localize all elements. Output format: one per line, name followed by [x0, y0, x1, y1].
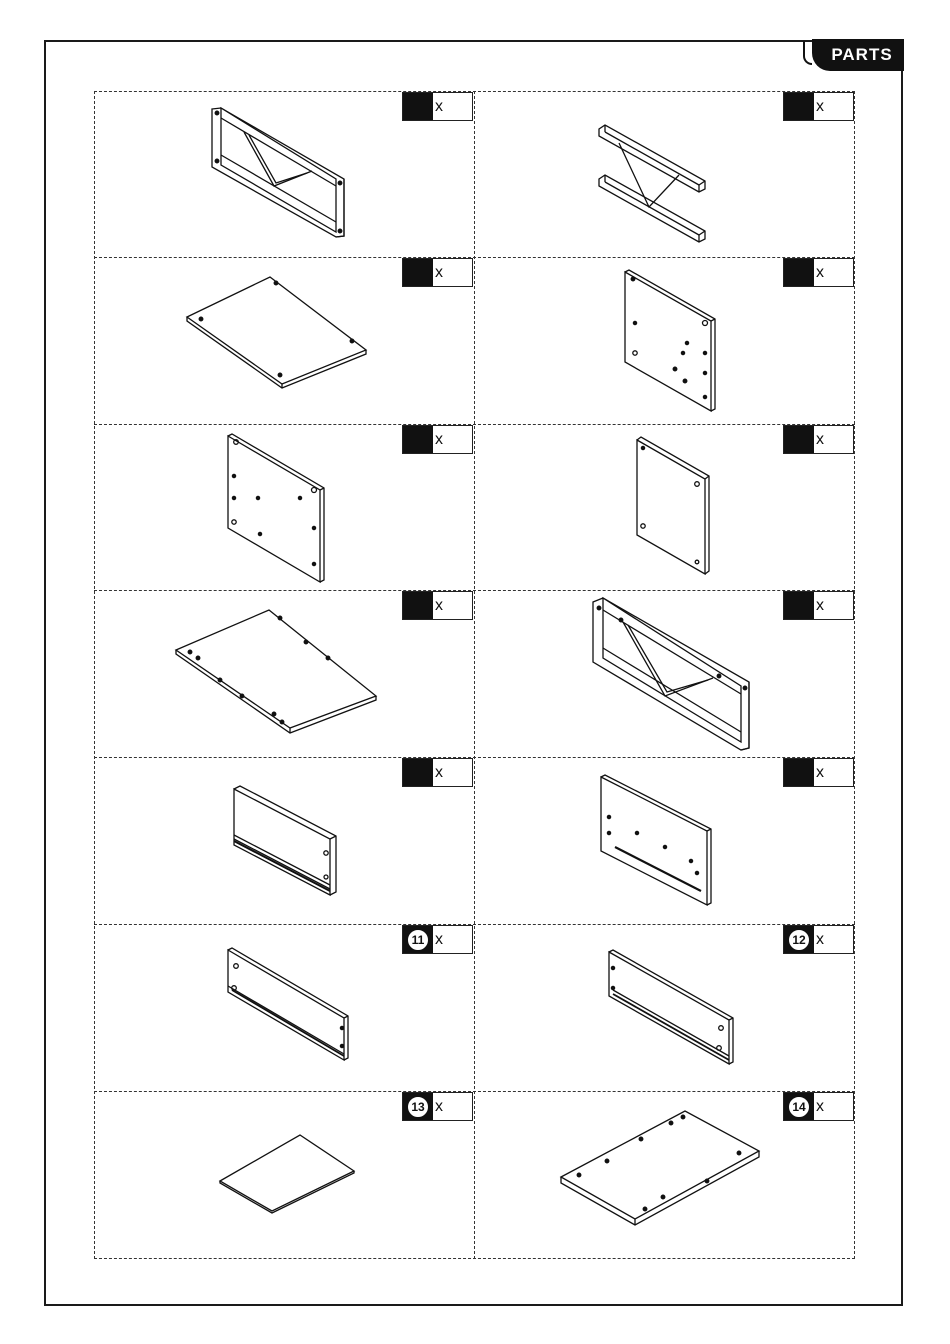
- part-number-box: [403, 592, 433, 619]
- part-number-box: [403, 426, 433, 453]
- quantity-symbol: x: [435, 1097, 443, 1115]
- quantity-symbol: x: [816, 1097, 824, 1115]
- part-cell: [94, 424, 474, 590]
- part-cell: [475, 1091, 855, 1257]
- part-cell: [475, 590, 855, 756]
- part-number: 12: [788, 929, 810, 951]
- quantity-symbol: x: [435, 97, 443, 115]
- part-cell: [94, 757, 474, 923]
- quantity-badge: [783, 591, 854, 620]
- quantity-symbol: x: [816, 263, 824, 281]
- part-cell: [475, 924, 855, 1090]
- quantity-symbol: x: [816, 596, 824, 614]
- part-number-box: [403, 1093, 433, 1120]
- quantity-badge: [402, 92, 473, 121]
- quantity-badge: [783, 758, 854, 787]
- quantity-badge: [783, 425, 854, 454]
- parts-tab-label: PARTS: [831, 45, 893, 64]
- part-number-box: [784, 1093, 814, 1120]
- part-number-box: [784, 93, 814, 120]
- part-cell: [94, 924, 474, 1090]
- part-cell: [94, 91, 474, 257]
- quantity-symbol: x: [816, 930, 824, 948]
- part-number-box: [784, 759, 814, 786]
- part-number-box: [403, 759, 433, 786]
- part-number-box: [784, 259, 814, 286]
- quantity-symbol: x: [816, 97, 824, 115]
- part-number-box: [403, 259, 433, 286]
- part-number: 11: [407, 929, 429, 951]
- quantity-symbol: x: [816, 763, 824, 781]
- quantity-badge: [402, 591, 473, 620]
- quantity-badge: [402, 258, 473, 287]
- quantity-symbol: x: [435, 430, 443, 448]
- quantity-symbol: x: [435, 763, 443, 781]
- part-cell: [94, 590, 474, 756]
- part-cell: [475, 91, 855, 257]
- part-cell: [475, 757, 855, 923]
- part-cell: [475, 257, 855, 423]
- quantity-badge: [402, 925, 473, 954]
- part-number: 13: [407, 1096, 429, 1118]
- quantity-badge: [783, 258, 854, 287]
- quantity-symbol: x: [435, 263, 443, 281]
- quantity-badge: [402, 1092, 473, 1121]
- part-number: 14: [788, 1096, 810, 1118]
- quantity-badge: [402, 425, 473, 454]
- quantity-symbol: x: [435, 596, 443, 614]
- quantity-symbol: x: [435, 930, 443, 948]
- part-cell: [475, 424, 855, 590]
- part-number-box: [403, 926, 433, 953]
- quantity-badge: [783, 1092, 854, 1121]
- part-number-box: [403, 93, 433, 120]
- part-number-box: [784, 426, 814, 453]
- parts-tab: [812, 39, 904, 71]
- part-cell: [94, 1091, 474, 1257]
- part-number-box: [784, 592, 814, 619]
- quantity-symbol: x: [816, 430, 824, 448]
- quantity-badge: [402, 758, 473, 787]
- part-cell: [94, 257, 474, 423]
- quantity-badge: [783, 92, 854, 121]
- quantity-badge: [783, 925, 854, 954]
- part-number-box: [784, 926, 814, 953]
